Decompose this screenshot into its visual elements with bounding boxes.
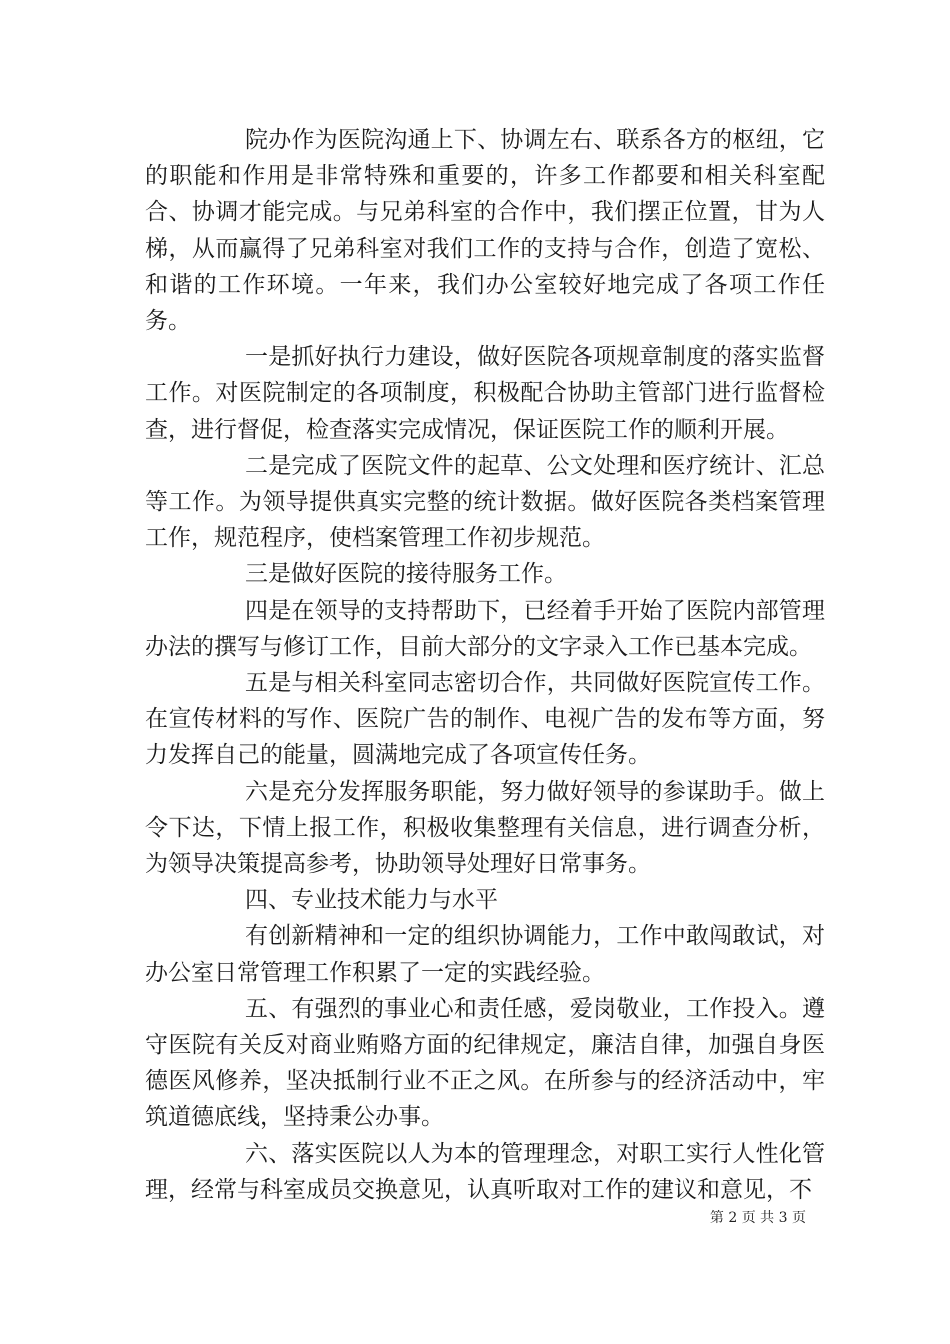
paragraph-item-5: 五是与相关科室同志密切合作，共同做好医院宣传工作。在宣传材料的写作、医院广告的制作、电视广告的发布等方面，努力发挥自己的能量，圆满地完成了各项宣传任务。 [145, 670, 825, 769]
document-body [145, 122, 825, 1208]
section-6-paragraph: 六、落实医院以人为本的管理理念，对职工实行人性化管理，经常与科室成员交换意见，认真听取对工作的建议和意见，不 [145, 1140, 825, 1203]
page-number-footer: 第 2 页 共 3 页 [709, 1210, 806, 1226]
paragraph-item-4: 四是在领导的支持帮助下，已经着手开始了医院内部管理办法的撰写与修订工作，目前大部分的文字录入工作已基本完成。 [145, 597, 825, 660]
paragraph-item-1: 一是抓好执行力建设，做好医院各项规章制度的落实监督工作。对医院制定的各项制度，积极配合协助主管部门进行监督检查，进行督促，检查落实完成情况，保证医院工作的顺利开展。 [145, 344, 825, 443]
paragraph-skills: 有创新精神和一定的组织协调能力，工作中敢闯敢试，对办公室日常管理工作积累了一定的实践经验。 [145, 923, 825, 986]
paragraph-item-2: 二是完成了医院文件的起草、公文处理和医疗统计、汇总等工作。为领导提供真实完整的统计数据。做好医院各类档案管理工作，规范程序，使档案管理工作初步规范。 [145, 452, 825, 552]
paragraph-office-role: 院办作为医院沟通上下、协调左右、联系各方的枢纽，它的职能和作用是非常特殊和重要的，许多工作都要和相关科室配合、协调才能完成。与兄弟科室的合作中，我们摆正位置，甘为人梯，从而赢得了兄弟科室对我们工作的支持与合作，创造了宽松、和谐的工作环境。一年来，我们办公室较好地完成了各项工作任务。 [145, 127, 825, 335]
paragraph-item-6: 六是充分发挥服务职能，努力做好领导的参谋助手。做上令下达，下情上报工作，积极收集整理有关信息，进行调查分析，为领导决策提高参考，协助领导处理好日常事务。 [145, 778, 825, 878]
section-heading-4: 四、专业技术能力与水平 [245, 887, 498, 914]
paragraph-item-3: 三是做好医院的接待服务工作。 [245, 561, 567, 588]
section-5-paragraph: 五、有强烈的事业心和责任感，爱岗敬业，工作投入。遵守医院有关反对商业贿赂方面的纪律规定，廉洁自律，加强自身医德医风修养，坚决抵制行业不正之风。在所参与的经济活动中，牢筑道德底线，坚持秉公办事。 [145, 995, 825, 1131]
